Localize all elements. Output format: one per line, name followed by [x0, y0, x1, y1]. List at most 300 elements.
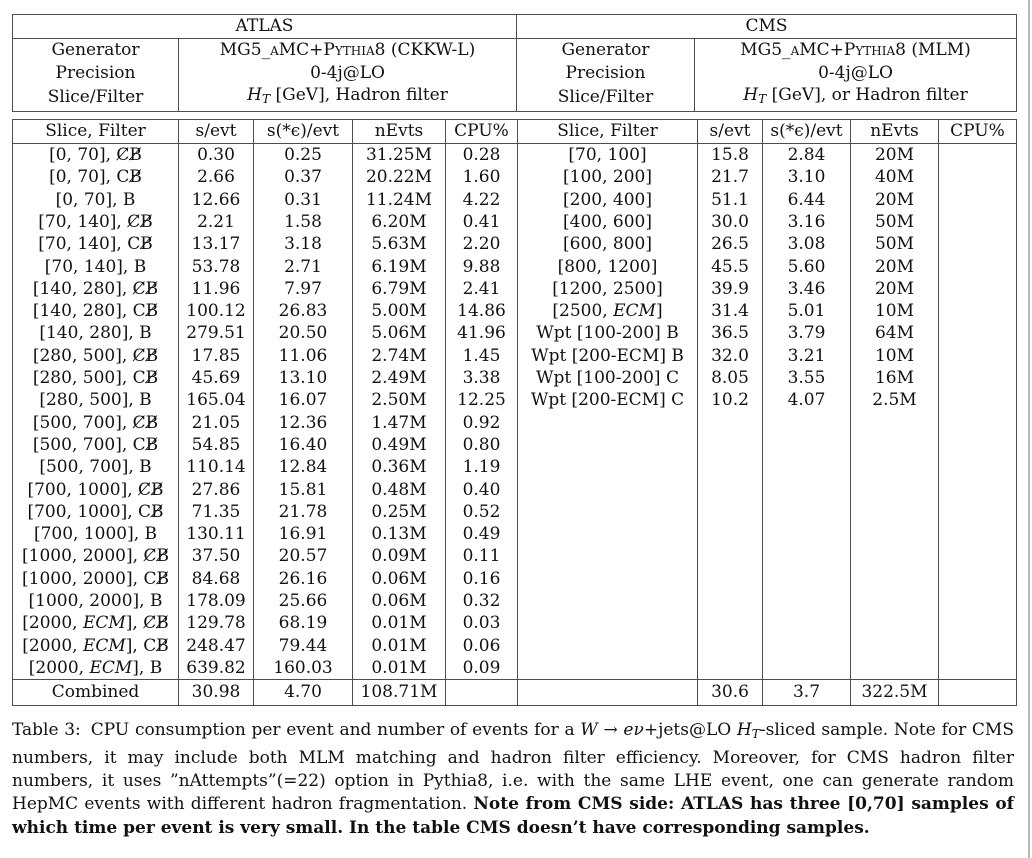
text-segment: ], B: [132, 657, 163, 678]
table-cell: 27.86: [179, 479, 254, 501]
slice-value-cms: [695, 84, 1017, 111]
text-segment: Table 3:: [12, 720, 81, 741]
table-cell: 45.5: [698, 256, 763, 278]
table-cell: [140, 280], C̸B̸: [32, 278, 159, 299]
table-cell: [851, 612, 939, 634]
text-segment: +: [829, 40, 844, 60]
table-cell: [939, 189, 1017, 211]
table-row: [13, 278, 1017, 300]
table-cell: 21.05: [179, 412, 254, 434]
table-cell: [1200, 2500]: [518, 278, 698, 300]
table-cell: 3.16: [763, 211, 851, 233]
text-segment: +jets@LO: [643, 720, 737, 741]
table-cell: [851, 635, 939, 657]
table-cell: [763, 590, 851, 612]
table-cell: 13.10: [254, 367, 353, 389]
table-row: [13, 635, 1017, 657]
table-cell: 0.80: [446, 434, 518, 456]
table-cell: 10M: [851, 345, 939, 367]
table-cell: [763, 501, 851, 523]
table-cell: 0.13M: [353, 523, 446, 545]
table-cell: 0.01M: [353, 635, 446, 657]
table-cell: 1.47M: [353, 412, 446, 434]
table-cell: 0.48M: [353, 479, 446, 501]
table-cell: [939, 501, 1017, 523]
table-cell: 279.51: [179, 322, 254, 344]
table-cell: 0.06: [446, 635, 518, 657]
table-cell: 3.10: [763, 166, 851, 188]
table-cell: 0.09: [446, 657, 518, 680]
table-cell: 1.60: [446, 166, 518, 188]
table-cell: [0, 70], C̸B̸: [49, 145, 142, 166]
table-row: [13, 434, 1017, 456]
combined-label-atlas: Combined: [13, 680, 179, 706]
experiment-row: [13, 15, 1017, 39]
table-cell: 2.5M: [851, 389, 939, 411]
table-cell: [939, 367, 1017, 389]
text-segment: [GeV], Hadron filter: [270, 85, 448, 105]
table-cell: 51.1: [698, 189, 763, 211]
table-cell: 16.07: [254, 389, 353, 411]
table-cell: 130.11: [179, 523, 254, 545]
table-cell: [939, 256, 1017, 278]
table-cell: [939, 412, 1017, 434]
combined-nevts-atlas: 108.71M: [353, 680, 446, 706]
text-segment: ECM: [82, 635, 126, 656]
table-cell: 31.4: [698, 300, 763, 322]
combined-row: [13, 680, 1017, 706]
text-segment: MG5_: [740, 40, 791, 60]
column-header-nevts-cms: nEvts: [851, 119, 939, 144]
table-cell: 21.7: [698, 166, 763, 188]
table-cell: 13.17: [179, 233, 254, 255]
table-cell: [70, 100]: [518, 144, 698, 167]
column-header-s-eps-evt-cms: s(*ϵ)/evt: [763, 119, 851, 144]
table-cell: [518, 612, 698, 634]
table-cell: 2.20: [446, 233, 518, 255]
text-segment: +: [309, 40, 324, 60]
table-cell: [70, 140], C̸B̸: [38, 211, 153, 232]
table-cell: [939, 300, 1017, 322]
table-cell: [698, 501, 763, 523]
table-cell: 3.55: [763, 367, 851, 389]
table-cell: 26.16: [254, 568, 353, 590]
table-cell: [698, 657, 763, 680]
table-cell: Wpt [200-ECM] B: [518, 345, 698, 367]
table-cell: 10M: [851, 300, 939, 322]
table-cell: 40M: [851, 166, 939, 188]
table-cell: 0.32: [446, 590, 518, 612]
slice-label-cms: Slice/Filter: [517, 84, 695, 111]
table-cell: [518, 501, 698, 523]
table-cell: 129.78: [179, 612, 254, 634]
table-cell: 12.66: [179, 189, 254, 211]
table-cell: 64M: [851, 322, 939, 344]
table-cell: 2.49M: [353, 367, 446, 389]
table-cell: [763, 635, 851, 657]
table-cell: 0.01M: [353, 612, 446, 634]
table-cell: 11.06: [254, 345, 353, 367]
text-segment: Note from CMS side: ATLAS has three [0,70] samples of which time per event is very small. In the table CMS doesn’t have corresponding samples.: [12, 794, 1014, 838]
table-cell: [698, 590, 763, 612]
table-cell: [800, 1200]: [518, 256, 698, 278]
table-row: [13, 568, 1017, 590]
table-cell: 5.60: [763, 256, 851, 278]
table-cell: 16.40: [254, 434, 353, 456]
table-cell: [939, 523, 1017, 545]
table-cell: 6.19M: [353, 256, 446, 278]
table-cell: 100.12: [179, 300, 254, 322]
table-cell: [518, 568, 698, 590]
table-cell: [1000, 2000], CB̸: [22, 568, 169, 589]
table-cell: [518, 590, 698, 612]
combined-s-eps-evt-cms: 3.7: [763, 680, 851, 706]
combined-nevts-cms: 322.5M: [851, 680, 939, 706]
table-cell: [1000, 2000], C̸B̸: [22, 546, 169, 567]
table-cell: 0.16: [446, 568, 518, 590]
table-cell: 0.52: [446, 501, 518, 523]
table-cell: 79.44: [254, 635, 353, 657]
table-cell: [763, 657, 851, 680]
column-header-s-evt-cms: s/evt: [698, 119, 763, 144]
table-cell: [698, 635, 763, 657]
table-cell: [763, 568, 851, 590]
table-cell: [851, 456, 939, 478]
table-cell: [939, 612, 1017, 634]
table-cell: 17.85: [179, 345, 254, 367]
table-cell: 30.0: [698, 211, 763, 233]
table-cell: [13, 635, 179, 657]
table-cell: 0.92: [446, 412, 518, 434]
table-cell: 2.71: [254, 256, 353, 278]
table-cell: 2.41: [446, 278, 518, 300]
table-cell: 53.78: [179, 256, 254, 278]
table-cell: [851, 657, 939, 680]
table-cell: 2.50M: [353, 389, 446, 411]
column-header-cpu-cms: CPU%: [939, 119, 1017, 144]
table-row: [13, 501, 1017, 523]
text-segment: (CKKW-L): [385, 40, 476, 60]
table-cell: 20.57: [254, 545, 353, 567]
text-segment: ECM: [613, 301, 656, 322]
table-cell: [70, 140], B: [44, 256, 147, 277]
table-cell: [70, 140], CB̸: [38, 234, 153, 255]
table-cell: 2.84: [763, 144, 851, 167]
table-cell: [700, 1000], B: [33, 524, 158, 545]
table-cell: [500, 700], CB̸: [32, 434, 159, 455]
table-cell: 4.07: [763, 389, 851, 411]
table-cell: 3.18: [254, 233, 353, 255]
document-page: [12, 14, 1016, 840]
table-cell: 36.5: [698, 322, 763, 344]
table-cell: 4.22: [446, 189, 518, 211]
table-cell: 50M: [851, 233, 939, 255]
table-cell: [140, 280], B: [39, 323, 152, 344]
text-segment: W: [580, 720, 598, 741]
table-cell: 20.22M: [353, 166, 446, 188]
text-segment: →: [597, 720, 624, 741]
column-header-s-evt-atlas: s/evt: [179, 119, 254, 144]
table-row: [13, 657, 1017, 680]
text-segment: MG5_: [219, 40, 271, 60]
generator-value-atlas: [179, 39, 517, 62]
table-cell: 84.68: [179, 568, 254, 590]
combined-cpu-cms: [939, 680, 1017, 706]
table-cell: [763, 434, 851, 456]
table-cell: [100, 200]: [518, 166, 698, 188]
table-cell: 11.96: [179, 278, 254, 300]
table-row: [13, 456, 1017, 478]
text-segment: ], CB̸: [125, 635, 169, 656]
table-cell: [939, 590, 1017, 612]
table-cell: 160.03: [254, 657, 353, 680]
table-cell: 0.41: [446, 211, 518, 233]
table-cell: [518, 412, 698, 434]
table-cell: [763, 545, 851, 567]
table-cell: 0.37: [254, 166, 353, 188]
table-cell: 110.14: [179, 456, 254, 478]
combined-s-eps-evt-atlas: 4.70: [254, 680, 353, 706]
table-cell: [939, 322, 1017, 344]
table-cell: 71.35: [179, 501, 254, 523]
table-cell: [698, 434, 763, 456]
table-cell: [698, 612, 763, 634]
table-cell: 32.0: [698, 345, 763, 367]
table-cell: 11.24M: [353, 189, 446, 211]
table-cell: 2.21: [179, 211, 254, 233]
table-row: [13, 523, 1017, 545]
table-cell: [939, 657, 1017, 680]
table-cell: [518, 635, 698, 657]
table-cell: 3.21: [763, 345, 851, 367]
table-row: [13, 256, 1017, 278]
table-cell: [763, 456, 851, 478]
table-cell: [851, 434, 939, 456]
precision-value-atlas: 0-4j@LO: [179, 62, 517, 85]
table-cell: [698, 545, 763, 567]
table-cell: [700, 1000], CB̸: [27, 501, 164, 522]
table-row: [13, 412, 1017, 434]
table-cell: 20M: [851, 256, 939, 278]
table-row: [13, 590, 1017, 612]
table-row: [13, 545, 1017, 567]
table-cell: 5.63M: [353, 233, 446, 255]
table-cell: 0.36M: [353, 456, 446, 478]
generator-label-atlas: Generator: [51, 40, 140, 60]
precision-value-cms: 0-4j@LO: [695, 62, 1017, 85]
table-cell: Wpt [100-200] C: [518, 367, 698, 389]
table-cell: 0.40: [446, 479, 518, 501]
table-cell: [851, 479, 939, 501]
table-cell: 31.25M: [353, 144, 446, 167]
combined-s-evt-atlas: 30.98: [179, 680, 254, 706]
table-cell: 1.58: [254, 211, 353, 233]
table-cell: [763, 523, 851, 545]
table-cell: [939, 389, 1017, 411]
text-segment: H: [743, 85, 759, 105]
table-cell: 20M: [851, 278, 939, 300]
table-row: [13, 389, 1017, 411]
table-cell: [851, 590, 939, 612]
table-cell: [13, 612, 179, 634]
table-cell: 0.01M: [353, 657, 446, 680]
text-segment: [2000,: [28, 657, 90, 678]
table-cell: 16M: [851, 367, 939, 389]
column-header-slice-filter-atlas: Slice, Filter: [13, 119, 179, 144]
table-cell: 20.50: [254, 322, 353, 344]
experiment-header-table: [12, 14, 1017, 112]
table-cell: 9.88: [446, 256, 518, 278]
table-cell: 0.09M: [353, 545, 446, 567]
text-segment: CPU consumption per event and number of events for a: [90, 720, 581, 741]
table-cell: 50M: [851, 211, 939, 233]
generator-row: [13, 39, 1017, 62]
text-segment: T: [758, 92, 767, 107]
table-cell: [698, 479, 763, 501]
text-segment: eν: [623, 720, 644, 741]
table-cell: 12.36: [254, 412, 353, 434]
table-cell: 7.97: [254, 278, 353, 300]
table-cell: 20M: [851, 189, 939, 211]
table-cell: 39.9: [698, 278, 763, 300]
table-cell: [851, 545, 939, 567]
table-cell: [939, 278, 1017, 300]
table-cell: [280, 500], C̸B̸: [32, 345, 159, 366]
text-segment: H: [247, 85, 262, 105]
table-cell: 5.00M: [353, 300, 446, 322]
column-header-cpu-atlas: CPU%: [446, 119, 518, 144]
table-cell: [140, 280], CB̸: [32, 301, 159, 322]
table-cell: [939, 479, 1017, 501]
table-cell: 0.49: [446, 523, 518, 545]
text-segment: [GeV], or Hadron filter: [766, 85, 968, 105]
text-segment: Pythia8: [323, 40, 386, 60]
table-cell: [518, 456, 698, 478]
table-cell: 1.45: [446, 345, 518, 367]
table-cell: 6.79M: [353, 278, 446, 300]
column-header-row: [13, 119, 1017, 144]
table-cell: [13, 657, 179, 680]
table-cell: [500, 700], B: [39, 457, 152, 478]
table-cell: [600, 800]: [518, 233, 698, 255]
experiment-name-atlas: ATLAS: [13, 15, 517, 39]
generator-label-cms: Generator: [517, 39, 695, 62]
table-cell: [763, 479, 851, 501]
slice-filter-row: [13, 84, 1017, 111]
table-cell: [939, 456, 1017, 478]
table-cell: [698, 523, 763, 545]
table-cell: Wpt [100-200] B: [518, 322, 698, 344]
table-cell: 15.8: [698, 144, 763, 167]
table-cell: [1000, 2000], B: [28, 590, 163, 611]
table-cell: [939, 233, 1017, 255]
table-cell: [0, 70], B: [55, 189, 136, 210]
table-row: [13, 211, 1017, 233]
table-cell: [500, 700], C̸B̸: [32, 412, 159, 433]
text-segment: T: [751, 727, 760, 742]
table-cell: 41.96: [446, 322, 518, 344]
text-segment: ECM: [89, 657, 133, 678]
combined-label-cms: [518, 680, 698, 706]
table-cell: [518, 545, 698, 567]
table-cell: 0.25M: [353, 501, 446, 523]
table-cell: [200, 400]: [518, 189, 698, 211]
table-cell: 25.66: [254, 590, 353, 612]
table-cell: 6.44: [763, 189, 851, 211]
table-cell: 10.2: [698, 389, 763, 411]
table-cell: [851, 523, 939, 545]
table-cell: 54.85: [179, 434, 254, 456]
table-cell: 178.09: [179, 590, 254, 612]
text-segment: -sliced sample. Note for CMS numbers, it may include both MLM matching and hadron filter efficiency. Moreover, for CMS hadron filter numbers, it uses ”nAttempts”(=22) option in Pythia8, i.e. with the same LHE event, one can generate random HepMC events with different hadron fragmentation.: [12, 720, 1014, 815]
text-segment: ]: [655, 301, 663, 322]
table-cell: [518, 479, 698, 501]
page-edge-line: [1028, 0, 1030, 858]
text-segment: Pythia8: [843, 40, 906, 60]
table-row: [13, 166, 1017, 188]
table-cell: 5.06M: [353, 322, 446, 344]
table-cell: [280, 500], CB̸: [32, 368, 159, 389]
table-row: [13, 189, 1017, 211]
table-cell: 0.28: [446, 144, 518, 167]
table-cell: 68.19: [254, 612, 353, 634]
text-segment: ], C̸B̸: [125, 613, 169, 634]
table-row: [13, 144, 1017, 167]
table-cell: 2.74M: [353, 345, 446, 367]
table-cell: [939, 545, 1017, 567]
column-header-s-eps-evt-atlas: s(*ϵ)/evt: [254, 119, 353, 144]
precision-label-atlas: Precision: [55, 62, 136, 83]
text-segment: T: [261, 92, 271, 107]
text-segment: ECM: [82, 613, 126, 634]
table-cell: 14.86: [446, 300, 518, 322]
data-rows: [13, 144, 1017, 680]
table-cell: [939, 166, 1017, 188]
table-cell: [698, 456, 763, 478]
table-cell: 45.69: [179, 367, 254, 389]
text-segment: [2500,: [552, 301, 614, 322]
slice-value-atlas: [179, 84, 517, 111]
generator-value-cms: [695, 39, 1017, 62]
table-cell: 0.49M: [353, 434, 446, 456]
table-cell: [851, 568, 939, 590]
table-cell: 0.03: [446, 612, 518, 634]
table-cell: 26.83: [254, 300, 353, 322]
table-cell: [518, 300, 698, 322]
table-cell: [700, 1000], C̸B̸: [27, 479, 164, 500]
table-cell: Wpt [200-ECM] C: [518, 389, 698, 411]
table-cell: 16.91: [254, 523, 353, 545]
table-cell: 26.5: [698, 233, 763, 255]
text-segment: H: [736, 720, 752, 741]
experiment-name-cms: CMS: [517, 15, 1017, 39]
table-cell: [280, 500], B: [39, 390, 152, 411]
table-cell: 6.20M: [353, 211, 446, 233]
table-row: [13, 300, 1017, 322]
table-cell: 12.25: [446, 389, 518, 411]
table-cell: 3.08: [763, 233, 851, 255]
table-cell: [518, 434, 698, 456]
table-cell: [400, 600]: [518, 211, 698, 233]
table-cell: 21.78: [254, 501, 353, 523]
table-cell: 8.05: [698, 367, 763, 389]
table-cell: [0, 70], CB̸: [49, 167, 142, 188]
table-cell: [518, 523, 698, 545]
table-cell: 15.81: [254, 479, 353, 501]
text-segment: (MLM): [905, 40, 971, 60]
text-segment: aMC: [270, 40, 310, 60]
table-cell: 165.04: [179, 389, 254, 411]
